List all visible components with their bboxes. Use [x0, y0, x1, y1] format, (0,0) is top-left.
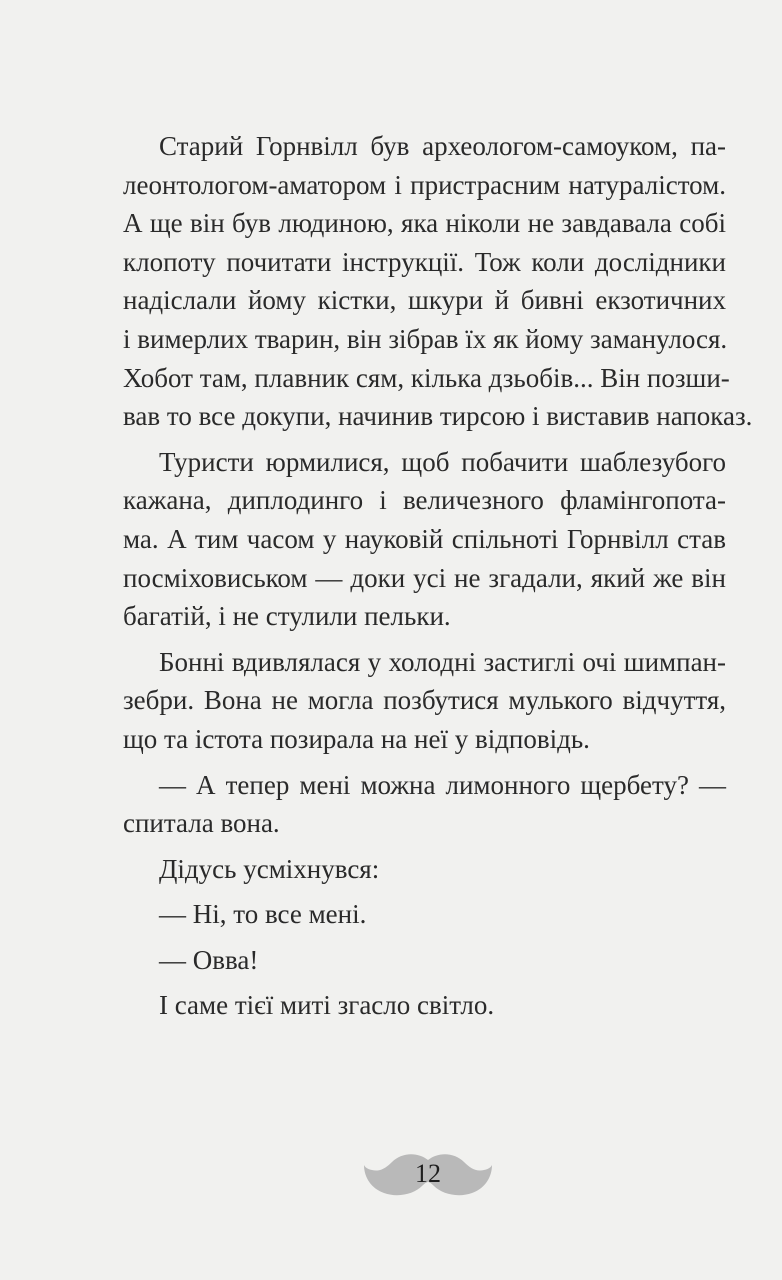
text-line: ма. А тим часом у науковій спільноті Горнвілл став	[123, 523, 726, 554]
text-line: Старий Горнвілл був археологом-самоуком, па-	[159, 131, 726, 161]
text-line: клопоту почитати інструкції. Тож коли дослідники	[123, 246, 726, 277]
text-line: Туристи юрмилися, щоб побачити шаблезубого	[159, 446, 726, 477]
paragraph-7	[123, 941, 726, 980]
text-line: спитала вона.	[123, 808, 280, 839]
paragraph-5	[123, 850, 726, 889]
body-text	[123, 127, 753, 1025]
text-line: Хобот там, плавник сям, кілька дзьобів... Він позши-	[123, 362, 730, 393]
text-line: Бонні вдивлялася у холодні застиглі очі шимпан-	[159, 646, 726, 677]
text-line: багатій, і не стулили пельки.	[123, 601, 451, 632]
text-line: вав то все докупи, начинив тирсою і виставив напоказ.	[123, 401, 753, 432]
text-line: — А тепер мені можна лимонного щербету? —	[159, 769, 726, 800]
text-line: А ще він був людиною, яка ніколи не завдавала собі	[123, 208, 726, 239]
paragraph-3	[123, 643, 726, 759]
text-line: Дідусь усміхнувся:	[159, 853, 380, 884]
text-line: — Ні, то все мені.	[159, 899, 367, 930]
text-line: надіслали йому кістки, шкури й бивні екзотичних	[123, 285, 726, 316]
text-line: І саме тієї миті згасло світло.	[159, 990, 495, 1021]
paragraph-4	[123, 766, 726, 843]
paragraph-8	[123, 986, 726, 1025]
paragraph-1	[123, 127, 753, 436]
text-line: — Овва!	[159, 944, 259, 975]
text-line: посміховиськом — доки усі не згадали, який же він	[123, 562, 726, 593]
paragraph-6	[123, 895, 726, 934]
text-line: кажана, диплодинго і величезного фламінгопота-	[123, 485, 726, 516]
text-line: зебри. Вона не могла позбутися мулького відчуття,	[123, 685, 726, 716]
text-line: що та істота позирала на неї у відповідь.	[123, 723, 590, 754]
page-footer	[0, 1136, 782, 1216]
text-line: леонтологом-аматором і пристрасним натуралістом.	[123, 169, 726, 200]
text-line: і вимерлих тварин, він зібрав їх як йому заманулося.	[123, 323, 728, 354]
paragraph-2	[123, 443, 726, 636]
page-number: 12	[415, 1159, 441, 1188]
